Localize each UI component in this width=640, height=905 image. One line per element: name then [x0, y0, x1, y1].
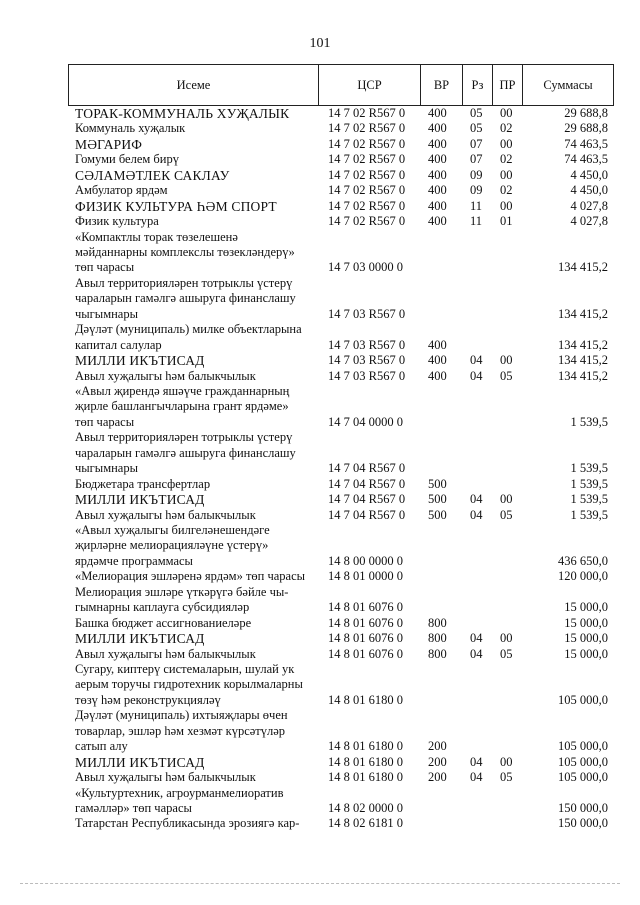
row-name-line: Бюджетара трансфертлар [75, 476, 211, 491]
row-rz: 11 [470, 198, 483, 213]
table-row [68, 770, 614, 785]
row-name-line: Авыл территорияләрен тотрыклы үстерү [75, 275, 293, 290]
row-name [75, 662, 323, 708]
row-name [75, 523, 323, 569]
row-name [75, 106, 323, 121]
row-csr: 14 8 01 0000 0 [328, 569, 403, 584]
row-sum: 134 415,2 [558, 306, 608, 321]
row-name [75, 230, 323, 276]
row-name [75, 585, 323, 616]
row-pr: 00 [500, 198, 513, 213]
row-name [75, 276, 323, 322]
row-sum: 1 539,5 [570, 476, 608, 491]
row-rz: 04 [470, 492, 483, 507]
row-name-line: Авыл хуҗалыгы һәм балыкчылык [75, 507, 256, 522]
row-csr: 14 7 02 R567 0 [328, 183, 406, 198]
table-row [68, 816, 614, 831]
row-csr: 14 8 01 6076 0 [328, 646, 403, 661]
row-pr: 01 [500, 214, 513, 229]
table-row [68, 214, 614, 229]
table-row [68, 384, 614, 430]
row-vr: 200 [428, 770, 447, 785]
row-name [75, 369, 323, 384]
row-name [75, 569, 323, 584]
row-sum: 105 000,0 [558, 692, 608, 707]
table-row [68, 137, 614, 152]
row-sum: 29 688,8 [564, 121, 608, 136]
row-vr: 800 [428, 631, 447, 646]
row-sum: 105 000,0 [558, 770, 608, 785]
table-body [68, 106, 614, 832]
row-vr: 500 [428, 492, 447, 507]
table-row [68, 199, 614, 214]
row-name-line: төп чарасы [75, 260, 135, 275]
row-name [75, 168, 323, 183]
row-csr: 14 8 01 6180 0 [328, 770, 403, 785]
row-sum: 1 539,5 [570, 492, 608, 507]
table-row [68, 276, 614, 322]
table-row [68, 430, 614, 476]
row-name-line: Авыл хуҗалыгы һәм балыкчылык [75, 646, 256, 661]
row-vr: 200 [428, 739, 447, 754]
row-name-line: МИЛЛИ ИКЪТИСАД [75, 631, 205, 647]
row-name-line: җирле башлангычларына грант ярдәме» [75, 399, 289, 414]
row-csr: 14 8 01 6076 0 [328, 600, 403, 615]
row-name [75, 214, 323, 229]
row-name-line: МИЛЛИ ИКЪТИСАД [75, 353, 205, 369]
table-row [68, 647, 614, 662]
row-name-line: «Компактлы торак төзелешенә [75, 229, 238, 244]
row-sum: 15 000,0 [564, 646, 608, 661]
row-csr: 14 7 02 R567 0 [328, 167, 406, 182]
row-csr: 14 8 01 6076 0 [328, 631, 403, 646]
table-row [68, 168, 614, 183]
row-pr: 02 [500, 152, 513, 167]
row-pr: 05 [500, 368, 513, 383]
row-sum: 15 000,0 [564, 631, 608, 646]
row-vr: 800 [428, 615, 447, 630]
row-sum: 1 539,5 [570, 507, 608, 522]
row-pr: 00 [500, 353, 513, 368]
row-csr: 14 7 04 0000 0 [328, 414, 403, 429]
row-pr: 05 [500, 646, 513, 661]
row-sum: 436 650,0 [558, 553, 608, 568]
row-sum: 4 450,0 [570, 167, 608, 182]
row-csr: 14 8 02 0000 0 [328, 800, 403, 815]
table-row [68, 230, 614, 276]
row-name [75, 708, 323, 754]
row-pr: 00 [500, 754, 513, 769]
table-row [68, 523, 614, 569]
row-sum: 1 539,5 [570, 414, 608, 429]
row-name-line: гымнарны каплауга субсидияләр [75, 600, 250, 615]
row-sum: 105 000,0 [558, 739, 608, 754]
row-name [75, 755, 323, 770]
row-rz: 04 [470, 631, 483, 646]
row-name [75, 616, 323, 631]
row-name [75, 647, 323, 662]
table-row [68, 353, 614, 368]
table-row [68, 585, 614, 616]
row-csr: 14 8 01 6076 0 [328, 615, 403, 630]
row-rz: 04 [470, 368, 483, 383]
row-name [75, 121, 323, 136]
row-rz: 05 [470, 121, 483, 136]
table-row [68, 508, 614, 523]
row-name-line: Татарстан Республикасында эрозиягә кар- [75, 816, 300, 831]
row-name-line: Башка бюджет ассигнованиеләре [75, 615, 252, 630]
row-name [75, 322, 323, 353]
row-sum: 134 415,2 [558, 368, 608, 383]
row-csr: 14 7 04 R567 0 [328, 476, 406, 491]
row-sum: 134 415,2 [558, 337, 608, 352]
header-sum: Суммасы [543, 78, 593, 92]
row-rz: 11 [470, 214, 483, 229]
table-header [68, 64, 614, 106]
row-name [75, 492, 323, 507]
table-row [68, 492, 614, 507]
row-name-line: СӘЛАМӘТЛЕК САКЛАУ [75, 167, 230, 183]
row-name [75, 384, 323, 430]
row-vr: 400 [428, 121, 447, 136]
page-number: 101 [309, 36, 331, 51]
header-csr: ЦСР [319, 65, 421, 105]
row-name-line: ТОРАК-КОММУНАЛЬ ХУҖАЛЫК [75, 106, 290, 121]
table-row [68, 569, 614, 584]
row-csr: 14 7 03 R567 0 [328, 306, 406, 321]
row-name-line: төзү һәм реконструкцияләү [75, 692, 221, 707]
header-name: Исеме [69, 65, 319, 105]
row-name-line: Мелиорация эшләре үткәрүгә бәйле чы- [75, 584, 289, 599]
row-pr: 02 [500, 121, 513, 136]
row-rz: 05 [470, 106, 483, 120]
row-vr: 200 [428, 754, 447, 769]
row-pr: 00 [500, 492, 513, 507]
table-row [68, 662, 614, 708]
row-sum: 105 000,0 [558, 754, 608, 769]
table-row [68, 106, 614, 121]
row-rz: 04 [470, 353, 483, 368]
table-row [68, 786, 614, 817]
row-sum: 4 450,0 [570, 183, 608, 198]
row-csr: 14 7 04 R567 0 [328, 507, 406, 522]
row-vr: 500 [428, 507, 447, 522]
row-name-line: аерым торучы гидротехник корылмаларны [75, 677, 303, 692]
row-name-line: төп чарасы [75, 414, 135, 429]
row-name [75, 199, 323, 214]
row-sum: 15 000,0 [564, 615, 608, 630]
row-name-line: товарлар, эшләр һәм хезмәт күрсәтүләр [75, 723, 286, 738]
row-sum: 29 688,8 [564, 106, 608, 120]
row-sum: 4 027,8 [570, 198, 608, 213]
row-pr: 00 [500, 106, 513, 120]
row-name-line: ФИЗИК КУЛЬТУРА ҺӘМ СПОРТ [75, 198, 277, 214]
row-name [75, 508, 323, 523]
row-csr: 14 7 02 R567 0 [328, 136, 406, 151]
row-csr: 14 8 00 0000 0 [328, 553, 403, 568]
row-name-line: чараларын гамәлгә ашыруга финанслашу [75, 445, 296, 460]
row-vr: 400 [428, 353, 447, 368]
row-name [75, 631, 323, 646]
row-name-line: «Авыл хуҗалыгы билгеләнешендәге [75, 522, 270, 537]
row-name-line: «Культуртехник, агроурманмелиоратив [75, 785, 284, 800]
row-csr: 14 8 01 6180 0 [328, 754, 403, 769]
row-name-line: Авыл территорияләрен тотрыклы үстерү [75, 430, 293, 445]
row-name-line: гамәлләр» төп чарасы [75, 800, 192, 815]
row-name [75, 430, 323, 476]
row-vr: 400 [428, 136, 447, 151]
row-vr: 800 [428, 646, 447, 661]
bottom-divider [20, 883, 620, 884]
row-name [75, 183, 323, 198]
row-csr: 14 7 04 R567 0 [328, 492, 406, 507]
table-row [68, 477, 614, 492]
row-vr: 500 [428, 476, 447, 491]
row-csr: 14 7 02 R567 0 [328, 214, 406, 229]
row-vr: 400 [428, 152, 447, 167]
header-rz: Рз [463, 65, 493, 105]
row-rz: 04 [470, 754, 483, 769]
row-vr: 400 [428, 167, 447, 182]
row-sum: 134 415,2 [558, 260, 608, 275]
row-pr: 00 [500, 136, 513, 151]
row-name [75, 137, 323, 152]
table-row [68, 322, 614, 353]
row-csr: 14 7 04 R567 0 [328, 461, 406, 476]
row-csr: 14 8 01 6180 0 [328, 692, 403, 707]
row-name-line: җирләрне мелиорацияләүне үстерү» [75, 538, 269, 553]
table-row [68, 755, 614, 770]
table-row [68, 152, 614, 167]
row-name-line: Сугару, киптерү системаларын, шулай ук [75, 661, 295, 676]
row-csr: 14 8 01 6180 0 [328, 739, 403, 754]
row-csr: 14 8 02 6181 0 [328, 816, 403, 831]
row-name-line: чыгымнары [75, 306, 139, 321]
row-name-line: ярдәмче программасы [75, 553, 193, 568]
row-name-line: Физик культура [75, 214, 159, 229]
row-csr: 14 7 02 R567 0 [328, 152, 406, 167]
row-csr: 14 7 02 R567 0 [328, 106, 406, 120]
row-pr: 05 [500, 770, 513, 785]
row-name-line: МӘГАРИФ [75, 136, 143, 152]
row-csr: 14 7 03 R567 0 [328, 337, 406, 352]
row-rz: 09 [470, 167, 483, 182]
row-vr: 400 [428, 183, 447, 198]
row-vr: 400 [428, 198, 447, 213]
row-name [75, 816, 323, 831]
table-row [68, 631, 614, 646]
row-name-line: Авыл хуҗалыгы һәм балыкчылык [75, 770, 256, 785]
table-row [68, 183, 614, 198]
row-pr: 05 [500, 507, 513, 522]
row-name [75, 770, 323, 785]
row-rz: 07 [470, 136, 483, 151]
row-csr: 14 7 03 R567 0 [328, 353, 406, 368]
row-name-line: «Мелиорация эшләренә ярдәм» төп чарасы [75, 569, 306, 584]
row-pr: 00 [500, 631, 513, 646]
row-name-line: Дәүләт (муниципаль) ихтыяҗлары өчен [75, 708, 288, 723]
row-name-line: мәйданнарны комплекслы төзекләндерү» [75, 244, 295, 259]
row-rz: 04 [470, 770, 483, 785]
table-row [68, 616, 614, 631]
header-vr: ВР [421, 65, 463, 105]
row-csr: 14 7 02 R567 0 [328, 198, 406, 213]
row-csr: 14 7 03 0000 0 [328, 260, 403, 275]
row-name-line: капитал салулар [75, 337, 162, 352]
row-pr: 02 [500, 183, 513, 198]
row-name-line: «Авыл җирендә яшәүче гражданнарның [75, 383, 290, 398]
row-name-line: Коммуналь хуҗалык [75, 121, 186, 136]
row-name-line: сатып алу [75, 739, 128, 754]
row-sum: 74 463,5 [564, 136, 608, 151]
row-name-line: чыгымнары [75, 461, 139, 476]
row-name [75, 786, 323, 817]
row-vr: 400 [428, 214, 447, 229]
row-sum: 134 415,2 [558, 353, 608, 368]
header-pr: ПР [493, 65, 523, 105]
table-row [68, 369, 614, 384]
row-rz: 07 [470, 152, 483, 167]
row-name [75, 353, 323, 368]
row-sum: 150 000,0 [558, 800, 608, 815]
table-row [68, 708, 614, 754]
row-name-line: МИЛЛИ ИКЪТИСАД [75, 492, 205, 508]
row-vr: 400 [428, 106, 447, 120]
row-vr: 400 [428, 368, 447, 383]
row-name-line: чараларын гамәлгә ашыруга финанслашу [75, 291, 296, 306]
row-name-line: Амбулатор ярдәм [75, 183, 168, 198]
row-name-line: Авыл хуҗалыгы һәм балыкчылык [75, 368, 256, 383]
row-rz: 09 [470, 183, 483, 198]
row-name-line: Гомуми белем бирү [75, 152, 179, 167]
row-vr: 400 [428, 337, 447, 352]
row-sum: 15 000,0 [564, 600, 608, 615]
row-rz: 04 [470, 646, 483, 661]
row-rz: 04 [470, 507, 483, 522]
row-name-line: МИЛЛИ ИКЪТИСАД [75, 754, 205, 770]
table-row [68, 121, 614, 136]
row-sum: 150 000,0 [558, 816, 608, 831]
row-sum: 120 000,0 [558, 569, 608, 584]
row-name [75, 477, 323, 492]
row-sum: 4 027,8 [570, 214, 608, 229]
row-pr: 00 [500, 167, 513, 182]
row-name [75, 152, 323, 167]
row-sum: 1 539,5 [570, 461, 608, 476]
row-sum: 74 463,5 [564, 152, 608, 167]
row-csr: 14 7 02 R567 0 [328, 121, 406, 136]
row-csr: 14 7 03 R567 0 [328, 368, 406, 383]
row-name-line: Дәүләт (муниципаль) милке объектларына [75, 322, 302, 337]
